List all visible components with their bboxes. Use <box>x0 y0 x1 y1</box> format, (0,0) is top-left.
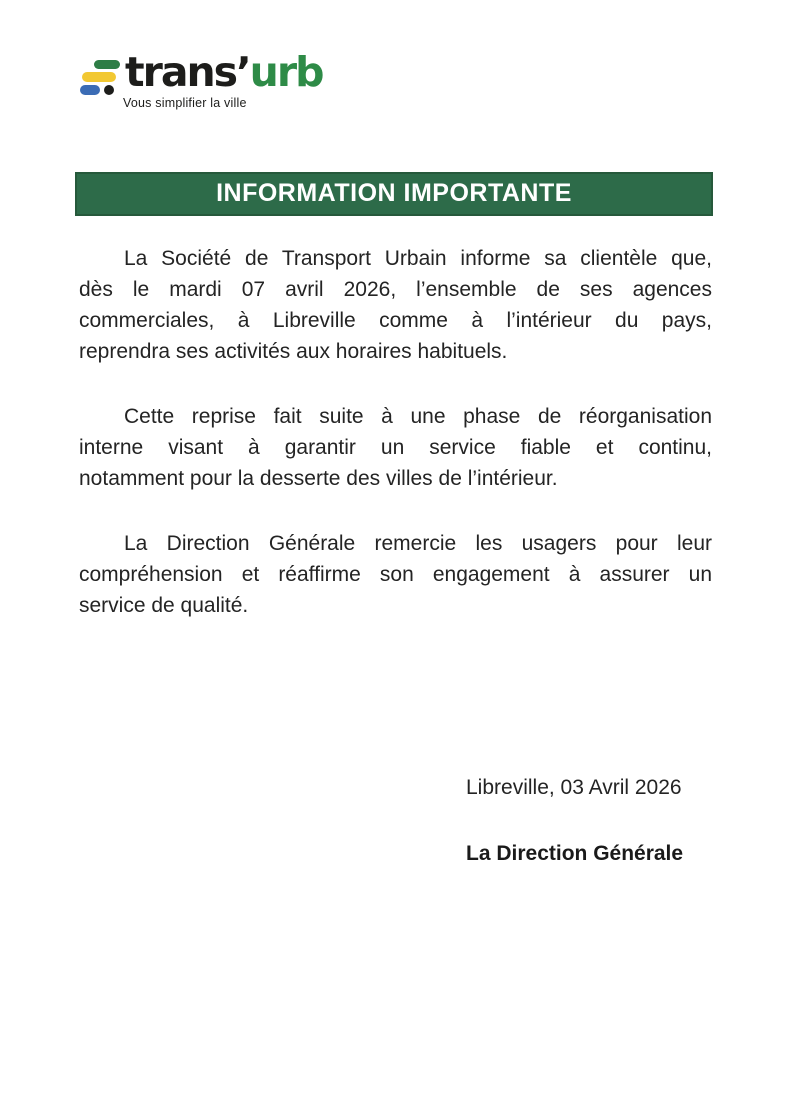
brand-name <box>125 50 322 94</box>
brand-name-green: urb <box>249 48 323 96</box>
logo-blue-bar <box>80 85 100 95</box>
logo-yellow-bar <box>82 72 116 82</box>
transurb-logo <box>80 50 380 112</box>
signature: La Direction Générale <box>466 842 684 865</box>
notice-body <box>79 243 712 655</box>
notice-footer <box>466 773 683 869</box>
notice-line: notamment pour la desserte des villes de l’intérieur. <box>79 467 558 490</box>
notice-line: Cette reprise fait suite à une phase de réorganisation <box>124 405 712 428</box>
notice-line: La Direction Générale remercie les usagers pour leur <box>124 532 712 555</box>
dateline: Libreville, 03 Avril 2026 <box>466 776 682 799</box>
logo-green-bar <box>94 60 120 69</box>
notice-title-banner: INFORMATION IMPORTANTE <box>75 172 713 216</box>
notice-line: compréhension et réaffirme son engagement à assurer un <box>79 563 712 586</box>
notice-line: service de qualité. <box>79 594 249 617</box>
transurb-logo-icon <box>80 56 120 98</box>
notice-paragraph <box>79 401 712 494</box>
logo-tagline: Vous simplifier la ville <box>123 96 247 110</box>
notice-line: commerciales, à Libreville comme à l’intérieur du pays, <box>79 309 712 332</box>
logo-black-dot <box>104 85 114 95</box>
notice-paragraph <box>79 528 712 621</box>
notice-line: reprendra ses activités aux horaires habituels. <box>79 340 508 363</box>
brand-name-black: trans’ <box>125 48 250 96</box>
notice-line: dès le mardi 07 avril 2026, l’ensemble de ses agences <box>79 278 712 301</box>
notice-line: La Société de Transport Urbain informe sa clientèle que, <box>124 247 712 270</box>
notice-paragraph <box>79 243 712 367</box>
notice-line: interne visant à garantir un service fiable et continu, <box>79 436 712 459</box>
